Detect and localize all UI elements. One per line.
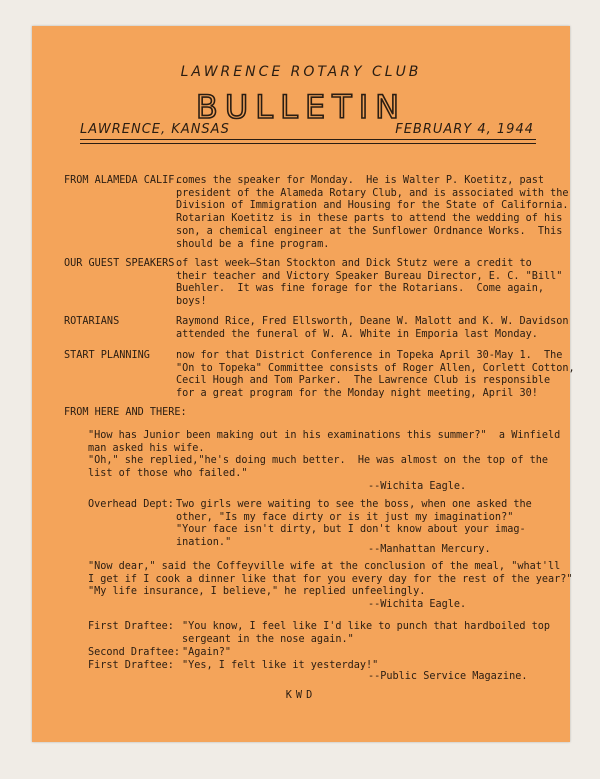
section-label-alameda: FROM ALAMEDA CALIF. <box>64 175 181 186</box>
draftee-line-1: "You know, I feel like I'd like to punch that hardboiled top sergeant in the nose again." <box>182 621 551 645</box>
club-name: LAWRENCE ROTARY CLUB <box>180 64 422 80</box>
section-body-alameda: comes the speaker for Monday. He is Walter P. Koetitz, past president of the Alameda Rotary Club, and is associated with the Division of Immigration and Housing for the State of California. Rotarian Koetitz is in these parts to attend the wedding of his son, a chemical engineer at the Sunflower Ordnance Works. This should be a fine program. <box>176 175 569 250</box>
draftee-speaker-1: First Draftee: <box>88 621 174 632</box>
masthead-rule-top <box>80 139 536 140</box>
issue-date: FEBRUARY 4, 1944 <box>395 122 534 137</box>
joke-coffeyville-source: --Wichita Eagle. <box>368 599 467 610</box>
joke-coffeyville: "Now dear," said the Coffeyville wife at the conclusion of the meal, "what'll I get if I cook a dinner like that for you every day for the rest of the year?" "My life insurance, I believe," he replied unfeelingly. <box>88 561 573 598</box>
section-body-start-planning: now for that District Conference in Topeka April 30-May 1. The "On to Topeka" Committee consists of Roger Allen, Corlett Cotton, Cecil Hough and Tom Parker. The Lawrence Club is responsible for a great program for the Monday night meeting, April 30! <box>176 350 575 400</box>
section-body-guest-speakers: of last week—Stan Stockton and Dick Stutz were a credit to their teacher and Victory Speaker Bureau Director, E. C. "Bill" Buehler. It was fine forage for the Rotarians. Come again, boys! <box>176 258 563 308</box>
draftee-speaker-2: Second Draftee: <box>88 647 181 658</box>
section-body-rotarians: Raymond Rice, Fred Ellsworth, Deane W. Malott and K. W. Davidson attended the funeral of W. A. White in Emporia last Monday. <box>176 316 569 340</box>
joke-draftee-source: --Public Service Magazine. <box>368 671 528 682</box>
city-line: LAWRENCE, KANSAS <box>80 122 230 137</box>
draftee-line-3: "Yes, I felt like it yesterday!" <box>182 660 379 671</box>
bulletin-page <box>32 26 575 742</box>
joke-junior-source: --Wichita Eagle. <box>368 481 467 492</box>
joke-junior: "How has Junior been making out in his examinations this summer?" a Winfield man asked his wife. "Oh," she replied,"he's doing much better. He was almost on the top of the list of those who failed." <box>88 430 561 480</box>
from-here-heading: FROM HERE AND THERE: <box>64 407 187 418</box>
section-label-guest-speakers: OUR GUEST SPEAKERS <box>64 258 175 269</box>
bulletin-title: BULLETIN <box>195 88 407 126</box>
joke-overhead-source: --Manhattan Mercury. <box>368 544 491 555</box>
section-label-start-planning: START PLANNING <box>64 350 150 361</box>
masthead-rule-bottom <box>80 143 536 144</box>
section-label-rotarians: ROTARIANS <box>64 316 120 327</box>
joke-overhead: Two girls were waiting to see the boss, when one asked the other, "Is my face dirty or is it just my imagination?" "Your face isn't dirty, but I don't know about your imag- ination." <box>176 499 532 549</box>
signature-initials: KWD <box>285 690 317 701</box>
draftee-speaker-3: First Draftee: <box>88 660 174 671</box>
draftee-line-2: "Again?" <box>182 647 232 658</box>
overhead-dept-label: Overhead Dept: <box>88 499 174 510</box>
